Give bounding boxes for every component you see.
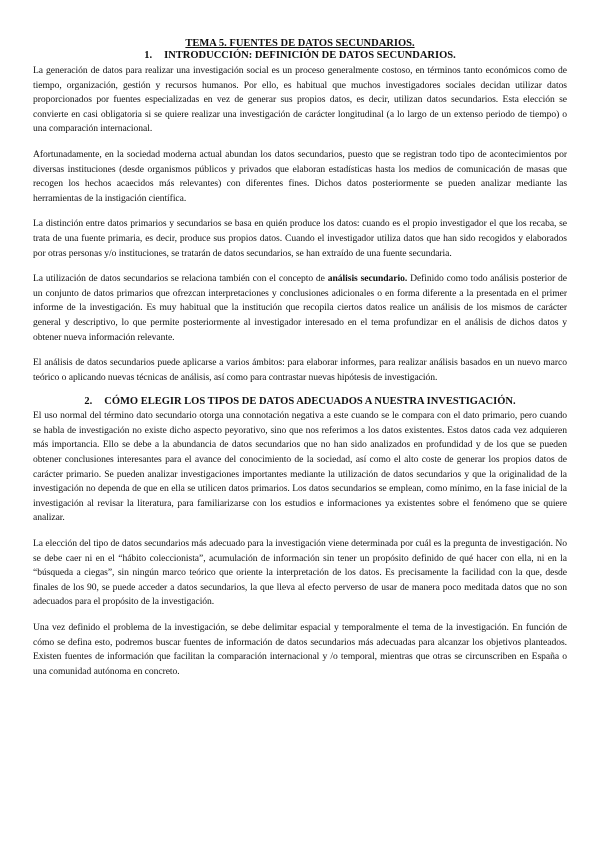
- paragraph-2-2: La elección del tipo de datos secundarios más adecuado para la investigación viene determinada por cuál es la pregunta de investigación. No se debe caer ni en el “hábito coleccionista”, acumulación de información sin tener un propósito definido de qué hacer con ella, ni en la “búsqueda a ciegas”, sin ningún marco teórico que oriente la interpretación de los datos. Es precisamente la facilidad con la que, desde finales de los 90, se puede acceder a datos secundarios, la que lleva al efecto perverso de usar de manera poco meditada datos que no son adecuados para el propósito de la investigación.: [33, 538, 567, 608]
- paragraph-1-2: Afortunadamente, en la sociedad moderna actual abundan los datos secundarios, puesto que se registran todo tipo de acontecimientos por diversas instituciones (desde organismos públicos y privados que elaboran estadísticas hasta los medios de comunicación de masas que recogen los hechos acaecidos más relevantes) con diferentes fines. Dichos datos posteriormente se pueden analizar mediante las herramientas de la instigación científica.: [33, 148, 567, 204]
- paragraph-2-3: Una vez definido el problema de la investigación, se debe delimitar espacial y temporalmente el tema de la investigación. En función de cómo se defina esto, podremos buscar fuentes de información de datos secundarios más adecuadas para alcanzar los objetivos planteados. Existen fuentes de información que facilitan la comparación internacional y /o temporal, mientras que otras se circunscriben en España o una comunidad autónoma en concreto.: [33, 622, 567, 677]
- paragraph-1-4-body: Definido como todo análisis posterior de un conjunto de datos primarios que ofrezcan interpretaciones y conclusiones adicionales o en forma diferente a la presentada en el primer informe de la investigación. Es muy habitual que la institución que recopila ciertos datos realice un análisis de los mismos de carácter general y descriptivo, lo que permite posteriormente al investigador interesado en el tema profundizar en el análisis de dichos datos y obtener nueva información relevante.: [33, 273, 567, 343]
- section-1-heading: [33, 50, 567, 62]
- paragraph-1-1: La generación de datos para realizar una investigación social es un proceso generalmente costoso, en términos tanto económicos como de tiempo, organización, gestión y recursos humanos. Por ello, es habitual que muchos investigadores sociales decidan utilizar datos proporcionados por fuentes especializadas en vez de generar sus propios datos, es decir, utilizan datos secundarios. Esta elección se convierte en casi obligatoria si se quiere realizar una investigación de carácter longitudinal (a lo largo de un extenso periodo de tiempo) o una comparación internacional.: [33, 65, 567, 135]
- paragraph-1-4-intro: La utilización de datos secundarios se relaciona también con el concepto de: [33, 273, 328, 285]
- section-1-number: 1.: [144, 50, 153, 61]
- term-analisis-secundario: análisis secundario.: [327, 273, 408, 285]
- document-title: TEMA 5. FUENTES DE DATOS SECUNDARIOS.: [185, 38, 415, 49]
- section-2-number: 2.: [84, 396, 93, 408]
- section-2-heading: [33, 396, 567, 408]
- paragraph-1-3: La distinción entre datos primarios y secundarios se basa en quién produce los datos: cuando es el propio investigador el que los recaba, se trata de una fuente primaria, es decir, produce sus propios datos. Cuando el investigador utiliza datos que han sido recogidos y elaborados por otras personas y/o instituciones, se tratarán de datos secundarios, se han extraído de una fuente secundaria.: [33, 218, 567, 259]
- paragraph-2-1: El uso normal del término dato secundario otorga una connotación negativa a este cuando se le compara con el dato primario, pero cuando se habla de investigación no existe dicho aspecto peyorativo, sino que nos referimos a los datos existentes. Estos datos cada vez adquieren más importancia. Ello se debe a la abundancia de datos secundarios que no han sido analizados en profundidad y de los que se pueden obtener conclusiones interesantes para el avance del conocimiento de la sociedad, así como el alto coste de generar los propios datos de carácter primario. Se pueden analizar investigaciones importantes mediante la utilización de datos secundarios y que la originalidad de la investigación no dependa de que en ella se utilicen datos primarios. Los datos secundarios se emplean, como mínimo, en la fase inicial de la investigación al revisar la literatura, para familiarizarse con los estudios e informaciones ya existentes sobre el fenómeno que se quiere analizar.: [33, 410, 567, 524]
- paragraph-1-5: El análisis de datos secundarios puede aplicarse a varios ámbitos: para elaborar informes, para realizar análisis basados en un nuevo marco teórico o aplicando nuevas técnicas de análisis, así como para contrastar nuevas hipótesis de investigación.: [33, 357, 567, 383]
- paragraph-1-4: [33, 272, 567, 345]
- section-1-title: INTRODUCCIÓN: DEFINICIÓN DE DATOS SECUNDARIOS.: [164, 50, 456, 61]
- section-2-title: CÓMO ELEGIR LOS TIPOS DE DATOS ADECUADOS A NUESTRA INVESTIGACIÓN.: [104, 396, 516, 408]
